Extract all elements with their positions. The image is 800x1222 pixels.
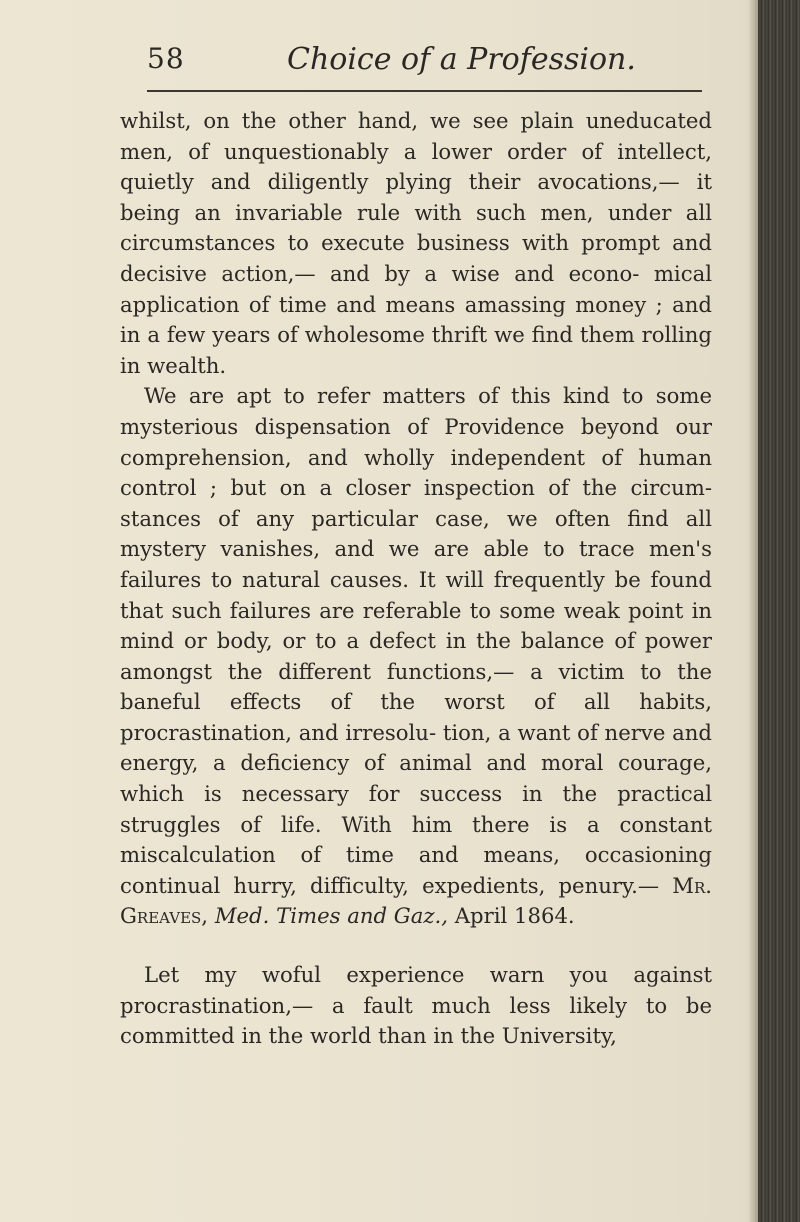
page-number: 58 — [147, 42, 185, 75]
running-head: Choice of a Profession. — [287, 42, 636, 77]
paragraph-2-text: We are apt to refer matters of this kind to some mysterious dispensation of Providence beyond our comprehension, and wholly independent of human control ; but on a closer inspection of the circum- stances of any particular case, we often find all mystery vanishes, and we are able to trace men's failures to natural causes. It will frequently be found that such failures are referable to some weak point in mind or body, or to a defect in the balance of power amongst the different functions,— a victim to the baneful effects of the worst of all habits, procrastination, and irresolu- tion, a want of nerve and energy, a deficiency of animal and moral courage, which is necessary for success in the practical struggles of life. With him there is a constant miscalculation of time and means, occasioning continual hurry, difficulty, expedients, penury.— — [120, 383, 712, 898]
book-binding-gutter — [758, 0, 800, 1222]
paragraph-2 — [120, 381, 712, 932]
paragraph-3: Let my woful experience warn you against procrastination,— a fault much less likely to be committed in the world than in the University, — [120, 962, 712, 1049]
page-header — [147, 42, 707, 88]
citation-author: Mr. Greaves, — [120, 872, 712, 929]
binding-shadow — [748, 0, 758, 1222]
citation-journal: Med. Times and Gaz., — [214, 903, 448, 929]
citation-date: April 1864. — [448, 903, 575, 929]
header-rule — [147, 90, 702, 92]
paragraph-1: whilst, on the other hand, we see plain uneducated men, of unquestionably a lower order of intellect, quietly and diligently plying their avocations,— it being an invariable rule with such men, under all circumstances to execute business with prompt and decisive action,— and by a wise and econo- mical application of time and means amassing money ; and in a few years of wholesome thrift we find them rolling in wealth. — [120, 108, 712, 378]
body-text — [120, 106, 712, 1052]
